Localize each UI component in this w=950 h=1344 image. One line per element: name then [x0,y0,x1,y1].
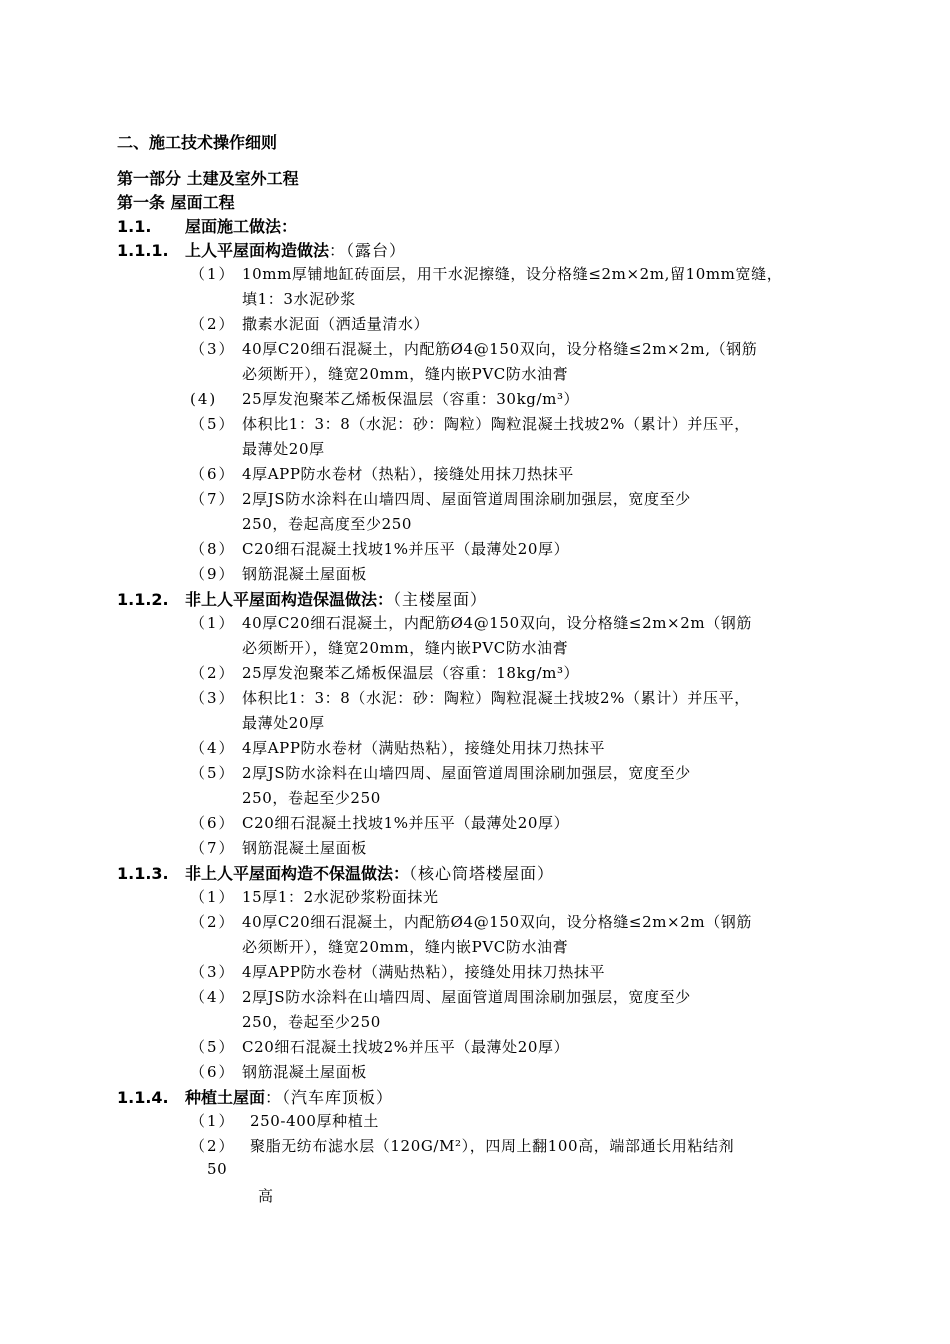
item-number: （5） [190,764,236,782]
heading-label: 种植土屋面 [185,1088,266,1107]
item-text: 聚脂无纺布滤水层（120G/M²），四周上翻100高，端部通长用粘结剂 [250,1137,735,1155]
item-text-continued: 250，卷起至少250 [242,789,381,807]
item-text: 体积比1：3：8（水泥：砂：陶粒）陶粒混凝土找坡2%（累计）并压平， [242,689,750,707]
heading-label: 非上人平屋面构造保温做法： [185,590,394,609]
list-item [190,1110,379,1131]
item-text-continued: 必须断开），缝宽20mm，缝内嵌PVC防水油膏 [242,938,569,956]
item-text: 2厚JS防水涂料在山墙四周、屋面管道周围涂刷加强层，宽度至少 [242,764,691,782]
heading-note: （主楼屋面） [393,590,488,609]
item-number: （6） [190,1063,236,1081]
item-number: （6） [190,465,236,483]
section-title: 二、施工技术操作细则 [117,133,278,152]
list-item [190,837,367,858]
item-text: 钢筋混凝土屋面板 [242,839,367,857]
item-number: （8） [190,540,236,558]
item-number: （3） [190,963,236,981]
item-text-continued: 最薄处20厚 [242,440,325,458]
article-title: 第一条 屋面工程 [117,193,235,212]
item-number: （1） [190,1112,236,1130]
item-number: （6） [190,814,236,832]
item-text-continued: 250，卷起至少250 [242,1013,381,1031]
list-item [190,886,439,907]
heading-label: 屋面施工做法： [185,217,298,236]
item-text-continued: 高 [258,1187,274,1205]
item-number: （7） [190,839,236,857]
item-text: 250-400厚种植土 [250,1112,379,1130]
heading-1-1-1 [117,238,406,261]
list-item [190,538,569,559]
list-item [190,413,750,434]
heading-label: 非上人平屋面构造不保温做法： [185,864,410,883]
list-item [190,612,752,633]
heading-1-1-2 [117,587,487,610]
item-number: （3） [190,340,236,358]
heading-note: ：（汽车库顶板） [265,1088,394,1107]
list-item [190,388,579,409]
list-item [190,563,367,584]
item-number: （5） [190,1038,236,1056]
item-text: 40厚C20细石混凝土，内配筋Ø4@150双向，设分格缝≤2m×2m（钢筋 [242,614,752,632]
item-text: C20细石混凝土找坡1%并压平（最薄处20厚） [242,814,570,832]
item-text: 撒素水泥面（洒适量清水） [242,315,430,333]
item-text: C20细石混凝土找坡2%并压平（最薄处20厚） [242,1038,570,1056]
item-number: （4） [190,988,236,1006]
item-text: 2厚JS防水涂料在山墙四周、屋面管道周围涂刷加强层，宽度至少 [242,490,691,508]
heading-number: 1.1.3. [117,864,169,883]
item-text: 10mm厚铺地缸砖面层，用干水泥擦缝，设分格缝≤2m×2m,留10mm宽缝， [242,265,783,283]
list-item [190,1036,569,1057]
list-item [190,263,782,284]
list-item [190,338,757,359]
item-text: 体积比1：3：8（水泥：砂：陶粒）陶粒混凝土找坡2%（累计）并压平， [242,415,750,433]
heading-label: 上人平屋面构造做法 [185,241,330,260]
list-item [190,986,691,1007]
item-text: 钢筋混凝土屋面板 [242,565,367,583]
list-item [190,662,579,683]
item-number: （2） [190,1137,236,1155]
item-number: （3） [190,689,236,707]
list-item [190,737,605,758]
item-text: 4厚APP防水卷材（满贴热粘），接缝处用抹刀热抹平 [242,963,606,981]
heading-1-1-3 [117,861,554,884]
item-number: （5） [190,415,236,433]
list-item [190,762,691,783]
item-text: 40厚C20细石混凝土，内配筋Ø4@150双向，设分格缝≤2m×2m,（钢筋 [242,340,758,358]
heading-number: 1.1. [117,217,152,236]
item-number: （7） [190,490,236,508]
item-number: （2） [190,315,236,333]
item-text: 25厚发泡聚苯乙烯板保温层（容重：30kg/m³） [242,390,580,408]
item-number: （1） [190,888,236,906]
list-item [190,961,605,982]
item-number: （1） [190,614,236,632]
item-number: （4） [190,739,236,757]
heading-note: （核心筒塔楼屋面） [409,864,555,883]
item-text-continued: 50 [207,1160,228,1178]
item-text: 4厚APP防水卷材（满贴热粘），接缝处用抹刀热抹平 [242,739,606,757]
heading-note: ：（露台） [329,241,407,260]
item-number: （1） [190,265,236,283]
item-text-continued: 必须断开），缝宽20mm，缝内嵌PVC防水油膏 [242,639,569,657]
item-number: (4) [190,390,218,408]
item-text-continued: 填1：3水泥砂浆 [242,290,356,308]
item-text-continued: 250，卷起高度至少250 [242,515,413,533]
list-item [190,812,569,833]
item-number: （9） [190,565,236,583]
heading-1-1-4 [117,1085,393,1108]
heading-number: 1.1.2. [117,590,169,609]
list-item [190,463,574,484]
part-title: 第一部分 土建及室外工程 [117,169,299,188]
list-item [190,488,691,509]
item-text: C20细石混凝土找坡1%并压平（最薄处20厚） [242,540,570,558]
item-number: （2） [190,913,236,931]
item-text: 15厚1：2水泥砂浆粉面抹光 [242,888,439,906]
list-item [190,911,752,932]
item-text: 25厚发泡聚苯乙烯板保温层（容重：18kg/m³） [242,664,580,682]
item-text: 4厚APP防水卷材（热粘），接缝处用抹刀热抹平 [242,465,574,483]
heading-number: 1.1.1. [117,241,169,260]
heading-number: 1.1.4. [117,1088,169,1107]
item-text: 40厚C20细石混凝土，内配筋Ø4@150双向，设分格缝≤2m×2m（钢筋 [242,913,752,931]
list-item [190,687,750,708]
item-text: 2厚JS防水涂料在山墙四周、屋面管道周围涂刷加强层，宽度至少 [242,988,691,1006]
item-number: （2） [190,664,236,682]
list-item [190,1135,734,1156]
item-text-continued: 必须断开），缝宽20mm，缝内嵌PVC防水油膏 [242,365,569,383]
list-item [190,313,429,334]
list-item [190,1061,367,1082]
item-text-continued: 最薄处20厚 [242,714,325,732]
heading-1-1 [117,214,297,237]
item-text: 钢筋混凝土屋面板 [242,1063,367,1081]
